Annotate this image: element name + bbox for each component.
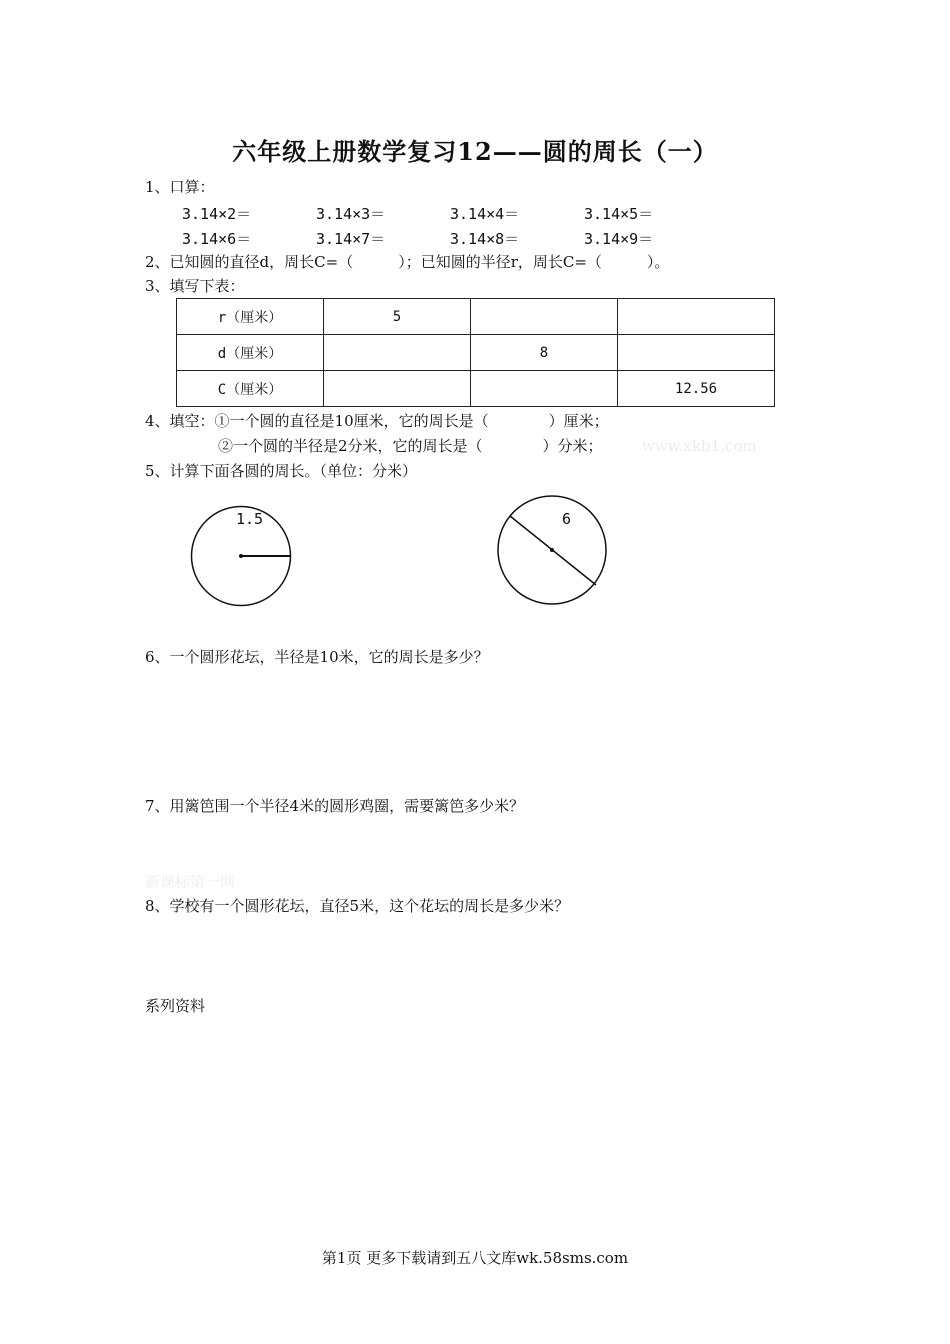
table-row (177, 371, 775, 407)
q4-line2: ②一个圆的半径是2分米，它的周长是（ ）分米； (218, 437, 603, 455)
q1-item: 3.14×7＝ (316, 230, 386, 248)
page-footer: 第1页 更多下载请到五八文库wk.58sms.com (321, 1249, 629, 1267)
q7-text: 7、用篱笆围一个半径4米的圆形鸡圈，需要篱笆多少米？ (145, 797, 525, 815)
table-cell (471, 371, 618, 407)
table-cell (324, 335, 471, 371)
table-cell: r（厘米） (177, 299, 324, 335)
series-note: 系列资料 (145, 997, 206, 1015)
table-row (177, 335, 775, 371)
q1-item: 3.14×8＝ (450, 230, 520, 248)
q5-label: 5、计算下面各圆的周长。（单位：分米） (145, 462, 418, 480)
watermark: www.xkb1.com (642, 437, 757, 455)
diameter-label: 6 (562, 510, 572, 528)
table-cell: 5 (324, 299, 471, 335)
table-cell (618, 299, 775, 335)
table-cell: 8 (471, 335, 618, 371)
q1-item: 3.14×2＝ (182, 205, 252, 223)
table-row (177, 299, 775, 335)
q8-text: 8、学校有一个圆形花坛，直径5米，这个花坛的周长是多少米？ (145, 897, 570, 915)
table-cell: d（厘米） (177, 335, 324, 371)
center-dot (239, 554, 243, 558)
fill-in-table (176, 298, 775, 407)
q1-item: 3.14×6＝ (182, 230, 252, 248)
q1-item: 3.14×5＝ (584, 205, 654, 223)
q1-item: 3.14×3＝ (316, 205, 386, 223)
q2-text: 2、已知圆的直径d，周长C=（ ）；已知圆的半径r，周长C=（ ）。 (145, 253, 670, 271)
table-cell: 12.56 (618, 371, 775, 407)
q1-item: 3.14×9＝ (584, 230, 654, 248)
table-cell (324, 371, 471, 407)
watermark: 新课标第一网 (145, 873, 236, 891)
radius-circle-figure (180, 496, 302, 618)
table-cell: C（厘米） (177, 371, 324, 407)
q1-label: 1、口算： (145, 178, 215, 196)
radius-label: 1.5 (236, 510, 264, 528)
page-title: 六年级上册数学复习12——圆的周长（一） (232, 137, 718, 166)
q4-line1: 4、填空：①一个圆的直径是10厘米，它的周长是（ ）厘米； (145, 412, 609, 430)
q1-item: 3.14×4＝ (450, 205, 520, 223)
table-cell (618, 335, 775, 371)
center-dot (550, 548, 554, 552)
q6-text: 6、一个圆形花坛，半径是10米，它的周长是多少？ (145, 648, 489, 666)
diameter-circle-figure (486, 491, 618, 623)
q3-label: 3、填写下表： (145, 277, 245, 295)
table-cell (471, 299, 618, 335)
